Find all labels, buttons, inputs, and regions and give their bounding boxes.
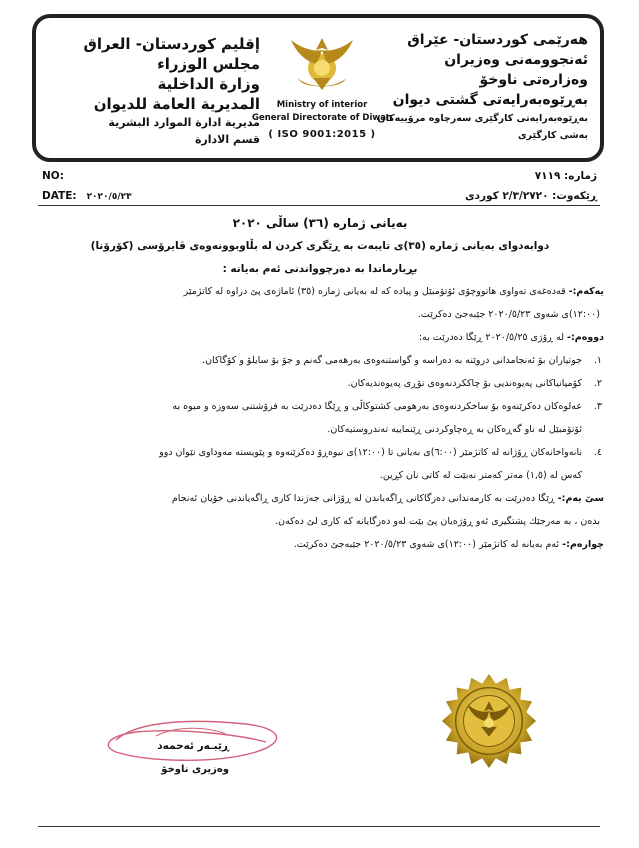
second-text: لە ڕۆژی ٢٠٢٠/٥/٢٥ ڕێگا دەدرێت بە: bbox=[418, 332, 564, 343]
footer-divider bbox=[38, 826, 600, 827]
third-clause-cont: بدەن ، بە مەرجێك پشتگیری ئەو ڕۆژەیان پێ بێت لەو دەزگایانە كە كاری لێ دەكەن. bbox=[275, 516, 600, 527]
no-label: NO: bbox=[42, 170, 64, 182]
fourth-clause bbox=[36, 533, 604, 556]
kurdistan-emblem-icon bbox=[283, 32, 361, 94]
first-text: قەدەغەی تەواوی هاتووچۆی ئۆتۆمبێل و پیادە كە لە بەیانی ژمارە (٣٥) ئاماژەی پێ دراوە لە كاتژمێر bbox=[183, 286, 566, 297]
arabic-ministry: وزارة الداخلية bbox=[157, 75, 260, 93]
arabic-admin-section: قسم الادارة bbox=[194, 133, 260, 146]
third-label: سێ یەم:- bbox=[557, 493, 604, 504]
item-text: نانەواخانەكان ڕۆژانە لە كاتژمێر (٦:٠٠)ی بەیانی تا (١٢:٠٠)ی نیوەڕۆ دەكرێنەوە و پێویستە مەوداوی نێوان دوو bbox=[159, 447, 582, 458]
item-text: عەلوەكان دەكرێنەوە بۆ ساخكردنەوەی بەرهومی كشتوكاڵی و ڕێگا دەدرێت بە فرۆشتنی سەوزە و میوە بە bbox=[172, 401, 582, 412]
statement-body bbox=[36, 212, 604, 556]
list-item bbox=[36, 395, 604, 418]
list-item-cont: ئۆتۆمبێل لە ناو گەڕەكان بە ڕەچاوكردنی ڕێنماییە تەندروستیەكان. bbox=[327, 424, 582, 435]
ministry-english: Ministry of interior bbox=[276, 100, 368, 110]
arabic-header bbox=[48, 34, 260, 148]
arabic-council: مجلس الوزراء bbox=[157, 55, 260, 73]
kurdish-header bbox=[366, 30, 588, 144]
arabic-directorate: المديرية العامة للديوان bbox=[93, 95, 260, 113]
first-label: یەكەم:- bbox=[568, 286, 604, 297]
list-item bbox=[36, 372, 604, 395]
first-clause-cont: (١٢:٠٠)ی شەوی ٢٠٢٠/٥/٢٣ جێبەجێ دەكرێت. bbox=[417, 309, 600, 320]
first-clause bbox=[36, 280, 604, 303]
kurdish-ministry: وەزارەتی ناوخۆ bbox=[479, 72, 588, 88]
list-item-cont: كەس لە (١,٥) مەتر كەمتر نەبێت لە كاتی نان كڕین. bbox=[379, 470, 582, 481]
official-seal-icon bbox=[440, 672, 538, 770]
second-clause bbox=[36, 326, 604, 349]
third-text: ڕێگا دەدرێت بە كارمەندانی دەزگاكانی ڕاگەیاندن لە ڕۆژانی جەژندا كاری ڕاگەیاندنی خۆیان ئەنجام bbox=[171, 493, 555, 504]
signatory-title: وەزیری ناوخۆ bbox=[161, 764, 229, 775]
list-item bbox=[36, 441, 604, 464]
kurdish-number: ژمارە: ٧١١٩ bbox=[534, 170, 597, 182]
kurdish-directorate: بەڕێوەبەرایەتی گشتی دیوان bbox=[392, 92, 588, 108]
item-number: ١. bbox=[593, 355, 602, 366]
signatory-name: ڕێبـەر ئەحمەد bbox=[157, 740, 229, 752]
iso-certification: ( ISO 9001:2015 ) bbox=[268, 129, 376, 140]
item-number: ٣. bbox=[593, 401, 602, 412]
kurdish-date: ڕێكەوت: ٢/٣/٢٧٢٠ كوردی bbox=[464, 190, 597, 202]
directorate-english: General Directorate of Diwan bbox=[251, 113, 393, 123]
item-text: جوتیاران بۆ ئەنجامدانی دروێنە بە دەراسە و گواستنەوەی بەرهەمی گەنم و جۆ بۆ سایلۆ و كۆگاكان. bbox=[202, 355, 582, 366]
fourth-text: ئەم بەیانە لە كاتژمێر (١٢:٠٠)ی شەوی ٢٠٢٠/٥/٢٣ جێبەجێ دەكرێت. bbox=[293, 539, 560, 550]
statement-decision: بڕیارماندا بە دەرچوواندنی ئەم بەیانە : bbox=[222, 263, 418, 275]
statement-subtitle: دوابەدوای بەیانی ژمارە (٣٥)ی تایبەت بە ڕێگری كردن لە بڵاوبوونەوەی ڤایرۆسی (كۆرۆنا) bbox=[90, 240, 550, 252]
kurdish-admin-section: بەشی كارگێری bbox=[517, 130, 588, 141]
letterhead-frame bbox=[32, 14, 604, 162]
kurdish-council: ئەنجوومەنی وەزیران bbox=[444, 52, 588, 68]
kurdish-region: هەرێمی كوردستان- عێراق bbox=[407, 32, 588, 48]
third-clause bbox=[36, 487, 604, 510]
list-item bbox=[36, 349, 604, 372]
arabic-hr-directorate: مديرية ادارة الموارد البشرية bbox=[108, 116, 260, 129]
item-number: ٤. bbox=[593, 447, 602, 458]
header-divider bbox=[38, 205, 600, 206]
item-number: ٢. bbox=[593, 378, 602, 389]
arabic-region: إقليم كوردستان- العراق bbox=[83, 35, 260, 53]
statement-title: بەیانی ژمارە (٣٦) ساڵی ٢٠٢٠ bbox=[232, 216, 408, 230]
date-label: DATE: bbox=[42, 190, 77, 202]
fourth-label: چوارەم:- bbox=[562, 539, 604, 550]
second-label: دووەم:- bbox=[567, 332, 604, 343]
date-value: ٢٠٢٠/٥/٢٣ bbox=[86, 192, 132, 202]
kurdish-hr-directorate: بەڕێوەبەرایەتی كارگێری سەرچاوە مرۆییەكان bbox=[377, 113, 588, 124]
item-text: كۆمپانیاكانی پەیوەندیی بۆ چاككردنەوەی تۆڕی پەیوەندیەكان. bbox=[347, 378, 582, 389]
